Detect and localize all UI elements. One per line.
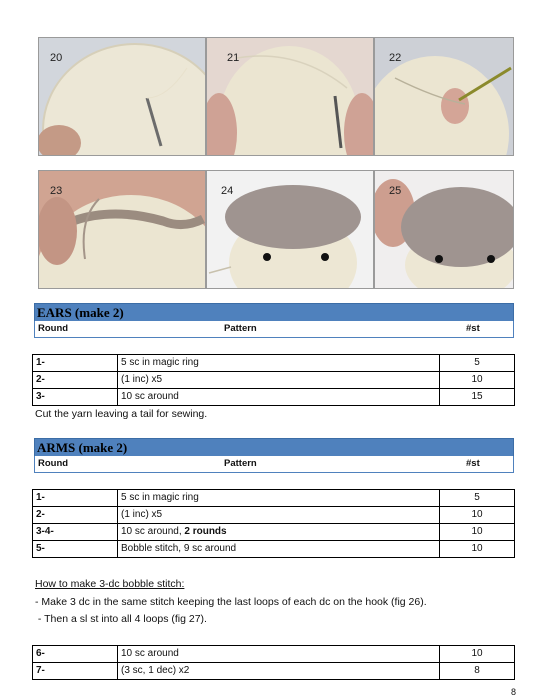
- photo-fig-22: [374, 37, 514, 156]
- photo-fig-20: [38, 37, 206, 156]
- pattern-text: 10 sc around,: [121, 526, 185, 537]
- st-cell: 5: [440, 490, 515, 507]
- pattern-bold-text: 2 rounds: [184, 526, 227, 537]
- bobble-heading: How to make 3-dc bobble stitch:: [35, 578, 185, 590]
- col-st: #st: [466, 458, 480, 469]
- photo-fig-21: [206, 37, 374, 156]
- ears-section-header: [34, 303, 514, 322]
- photo-fig-24: [206, 170, 374, 289]
- pattern-cell: 10 sc around: [118, 646, 440, 663]
- bobble-step-2: - Then a sl st into all 4 loops (fig 27).: [35, 613, 207, 625]
- pattern-cell: 5 sc in magic ring: [118, 355, 440, 372]
- table-row: [33, 389, 515, 406]
- arms-table: [32, 489, 515, 558]
- pattern-cell: (3 sc, 1 dec) x2: [118, 663, 440, 680]
- arms-continued-table: [32, 645, 515, 680]
- col-pattern: Pattern: [224, 323, 257, 334]
- pattern-cell: 5 sc in magic ring: [118, 490, 440, 507]
- photo-fig-25: [374, 170, 514, 289]
- st-cell: 15: [440, 389, 515, 406]
- round-cell: 6-: [33, 646, 118, 663]
- st-cell: 10: [440, 646, 515, 663]
- figure-number: 24: [221, 185, 234, 197]
- st-cell: 10: [440, 507, 515, 524]
- figure-number: 22: [389, 52, 402, 64]
- table-row: [33, 663, 515, 680]
- page-number: 8: [510, 687, 516, 697]
- round-cell: 5-: [33, 541, 118, 558]
- round-cell: 1-: [33, 490, 118, 507]
- pattern-cell: [118, 524, 440, 541]
- pattern-cell: (1 inc) x5: [118, 372, 440, 389]
- table-row: [33, 507, 515, 524]
- table-row: [33, 372, 515, 389]
- table-row: [33, 490, 515, 507]
- round-cell: 7-: [33, 663, 118, 680]
- col-st: #st: [466, 323, 480, 334]
- arms-section-header: [34, 438, 514, 457]
- round-cell: 3-4-: [33, 524, 118, 541]
- figure-number: 20: [50, 52, 63, 64]
- arms-title: ARMS (make 2): [37, 440, 128, 455]
- col-pattern: Pattern: [224, 458, 257, 469]
- pattern-cell: Bobble stitch, 9 sc around: [118, 541, 440, 558]
- round-cell: 1-: [33, 355, 118, 372]
- ears-table: [32, 354, 515, 406]
- st-cell: 10: [440, 372, 515, 389]
- figure-number: 21: [227, 52, 240, 64]
- ears-title: EARS (make 2): [37, 305, 124, 320]
- table-row: [33, 541, 515, 558]
- col-round: Round: [38, 458, 69, 469]
- ears-note: Cut the yarn leaving a tail for sewing.: [35, 408, 208, 420]
- st-cell: 10: [440, 524, 515, 541]
- round-cell: 2-: [33, 372, 118, 389]
- bobble-step-1: - Make 3 dc in the same stitch keeping the last loops of each dc on the hook (fig 26).: [35, 596, 427, 608]
- pattern-cell: 10 sc around: [118, 389, 440, 406]
- table-row: [33, 355, 515, 372]
- photo-fig-23: [38, 170, 206, 289]
- round-cell: 3-: [33, 389, 118, 406]
- round-cell: 2-: [33, 507, 118, 524]
- st-cell: 10: [440, 541, 515, 558]
- arms-column-headers: [34, 456, 514, 473]
- figure-number: 25: [389, 185, 402, 197]
- figure-number: 23: [50, 185, 63, 197]
- st-cell: 8: [440, 663, 515, 680]
- st-cell: 5: [440, 355, 515, 372]
- ears-column-headers: [34, 321, 514, 338]
- col-round: Round: [38, 323, 69, 334]
- table-row: [33, 646, 515, 663]
- pattern-cell: (1 inc) x5: [118, 507, 440, 524]
- table-row: [33, 524, 515, 541]
